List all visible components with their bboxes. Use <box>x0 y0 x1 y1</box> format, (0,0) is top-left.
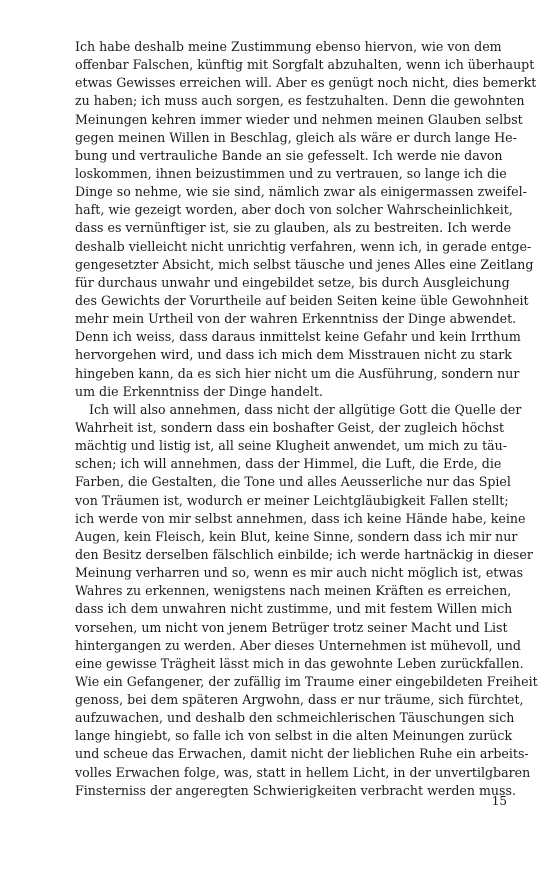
text-line: Wie ein Gefangener, der zufällig im Traume einer eingebildeten Freiheit <box>75 673 538 689</box>
text-line: haft, wie gezeigt worden, aber doch von solcher Wahrscheinlichkeit, <box>75 202 513 218</box>
text-line: Dinge so nehme, wie sie sind, nämlich zwar als einigermassen zweifel- <box>75 184 527 200</box>
text-line: genoss, bei dem späteren Argwohn, dass er nur träume, sich fürchtet, <box>75 692 524 708</box>
text-line: Meinung verharren und so, wenn es mir auch nicht möglich ist, etwas <box>75 565 524 581</box>
text-line: etwas Gewisses erreichen will. Aber es genügt noch nicht, dies bemerkt <box>75 75 537 91</box>
text-line: gegen meinen Willen in Beschlag, gleich als wäre er durch lange He- <box>75 129 517 145</box>
text-line: hingeben kann, da es sich hier nicht um die Ausführung, sondern nur <box>75 365 520 381</box>
text-line: Meinungen kehren immer wieder und nehmen meinen Glauben selbst <box>75 111 523 127</box>
text-line: schen; ich will annehmen, dass der Himmel, die Luft, die Erde, die <box>75 456 502 472</box>
text-line: lange hingiebt, so falle ich von selbst in die alten Meinungen zurück <box>75 728 513 744</box>
text-line: des Gewichts der Vorurtheile auf beiden Seiten keine üble Gewohnheit <box>75 292 529 308</box>
text-line: Finsterniss der angeregten Schwierigkeiten verbracht werden muss. <box>75 782 516 798</box>
text-line: eine gewisse Trägheit lässt mich in das gewohnte Leben zurückfallen. <box>75 655 524 671</box>
text-line: offenbar Falschen, künftig mit Sorgfalt abzuhalten, wenn ich überhaupt <box>75 57 535 73</box>
text-line: ich werde von mir selbst annehmen, dass ich keine Hände habe, keine <box>75 510 526 526</box>
text-line: den Besitz derselben fälschlich einbilde; ich werde hartnäckig in dieser <box>75 546 533 562</box>
text-line: Farben, die Gestalten, die Tone und alles Aeusserliche nur das Spiel <box>75 474 511 490</box>
page-number: 15 <box>491 794 507 808</box>
text-line: loskommen, ihnen beizustimmen und zu vertrauen, so lange ich die <box>75 165 507 181</box>
text-line: Wahres zu erkennen, wenigstens nach meinen Kräften es erreichen, <box>75 583 512 599</box>
text-line: dass es vernünftiger ist, sie zu glauben, als zu bestreiten. Ich werde <box>75 220 512 236</box>
text-line: Ich habe deshalb meine Zustimmung ebenso hiervon, wie von dem <box>75 39 502 54</box>
text-line: zu haben; ich muss auch sorgen, es festzuhalten. Denn die gewohnten <box>75 93 525 109</box>
text-line: Denn ich weiss, dass daraus inmittelst keine Gefahr und kein Irrthum <box>75 329 521 345</box>
text-line: gengesetzter Absicht, mich selbst täusche und jenes Alles eine Zeitlang <box>75 256 534 272</box>
text-line: bung und vertrauliche Bande an sie gefesselt. Ich werde nie davon <box>75 147 503 163</box>
text-line: Wahrheit ist, sondern dass ein boshafter Geist, der zugleich höchst <box>75 419 504 435</box>
text-line: dass ich dem unwahren nicht zustimme, und mit festem Willen mich <box>75 601 513 617</box>
text-line: für durchaus unwahr und eingebildet setze, bis durch Ausgleichung <box>75 274 510 290</box>
text-line: um die Erkenntniss der Dinge handelt. <box>75 383 323 399</box>
text-line: deshalb vielleicht nicht unrichtig verfahren, wenn ich, in gerade entge- <box>75 238 532 254</box>
text-line: und scheue das Erwachen, damit nicht der lieblichen Ruhe ein arbeits- <box>75 746 529 762</box>
text-line: mächtig und listig ist, all seine Klugheit anwendet, um mich zu täu- <box>75 438 508 454</box>
paragraph-2 <box>75 401 538 800</box>
paragraph-1 <box>75 38 537 401</box>
text-line: hervorgehen wird, und dass ich mich dem Misstrauen nicht zu stark <box>75 347 512 363</box>
text-line: aufzuwachen, und deshalb den schmeichlerischen Täuschungen sich <box>75 710 515 726</box>
text-line: vorsehen, um nicht von jenem Betrüger trotz seiner Macht und List <box>75 619 508 635</box>
page-body <box>75 38 538 800</box>
text-line: Ich will also annehmen, dass nicht der allgütige Gott die Quelle der <box>89 401 522 417</box>
text-line: hintergangen zu werden. Aber dieses Unternehmen ist mühevoll, und <box>75 637 521 653</box>
text-line: volles Erwachen folge, was, statt in hellem Licht, in der unvertilgbaren <box>75 764 531 780</box>
text-line: von Träumen ist, wodurch er meiner Leichtgläubigkeit Fallen stellt; <box>75 492 509 508</box>
text-line: mehr mein Urtheil von der wahren Erkenntniss der Dinge abwendet. <box>75 311 517 327</box>
text-line: Augen, kein Fleisch, kein Blut, keine Sinne, sondern dass ich mir nur <box>75 528 518 544</box>
